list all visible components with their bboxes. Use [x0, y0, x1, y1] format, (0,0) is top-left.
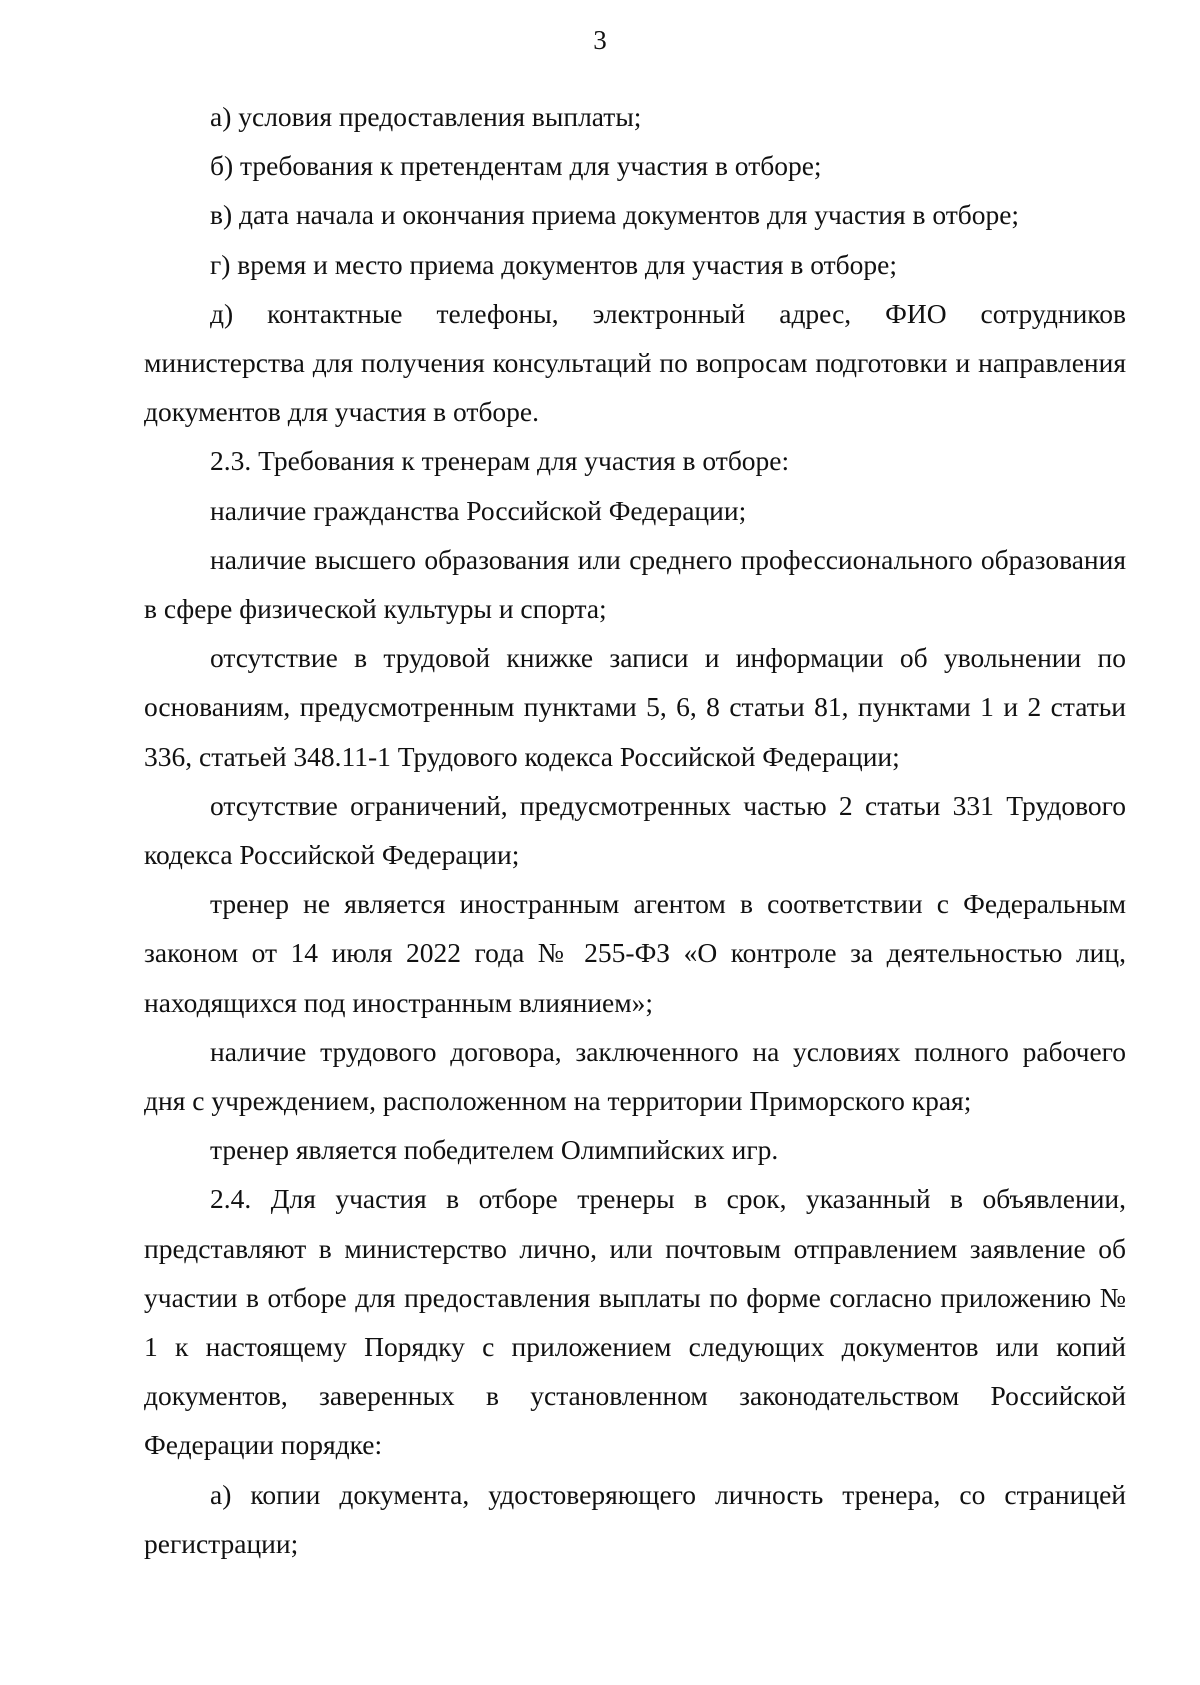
paragraph-requirement-foreign-agent: тренер не является иностранным агентом в соответствии с Федеральным законом от 14 июля 2022 года № 255-ФЗ «О контроле за деятельностью лиц, находящихся под иностранным влиянием»;: [144, 888, 1126, 1018]
document-body: [144, 92, 1126, 1568]
paragraph-item-d: д) контактные телефоны, электронный адрес, ФИО сотрудников министерства для получения консультаций по вопросам подготовки и направления документов для участия в отборе.: [144, 297, 1126, 428]
paragraph-item-a: а) условия предоставления выплаты;: [210, 101, 642, 132]
paragraph-requirement-olympic: тренер является победителем Олимпийских игр.: [210, 1134, 779, 1166]
paragraph-requirement-education: наличие высшего образования или среднего профессионального образования в сфере физической культуры и спорта;: [144, 543, 1126, 625]
paragraph-item-g: г) время и место приема документов для участия в отборе;: [210, 248, 898, 280]
paragraph-item-v: в) дата начала и окончания приема документов для участия в отборе;: [210, 199, 1020, 231]
paragraph-requirement-contract: наличие трудового договора, заключенного на условиях полного рабочего дня с учреждением, расположенном на территории Приморского края;: [144, 1035, 1126, 1117]
paragraph-document-a: а) копии документа, удостоверяющего личность тренера, со страницей регистрации;: [144, 1478, 1126, 1559]
paragraph-section-2-4: 2.4. Для участия в отборе тренеры в срок, указанный в объявлении, представляют в министерство лично, или почтовым отправлением заявление об участии в отборе для предоставления выплаты по форме согласно приложению № 1 к настоящему Порядку с приложением следующих документов или копий документов, заверенных в установленном законодательством Российской Федерации порядке:: [144, 1183, 1126, 1461]
paragraph-section-2-3: 2.3. Требования к тренерам для участия в отборе:: [210, 445, 790, 477]
paragraph-requirement-citizenship: наличие гражданства Российской Федерации;: [210, 494, 747, 526]
page-number: 3: [593, 25, 607, 55]
paragraph-requirement-restrictions: отсутствие ограничений, предусмотренных частью 2 статьи 331 Трудового кодекса Российской Федерации;: [144, 789, 1126, 871]
paragraph-requirement-dismissal: отсутствие в трудовой книжке записи и информации об увольнении по основаниям, предусмотренным пунктами 5, 6, 8 статьи 81, пунктами 1 и 2 статьи 336, статьей 348.11-1 Трудового кодекса Российской Федерации;: [144, 642, 1126, 772]
paragraph-item-b: б) требования к претендентам для участия в отборе;: [210, 150, 822, 182]
